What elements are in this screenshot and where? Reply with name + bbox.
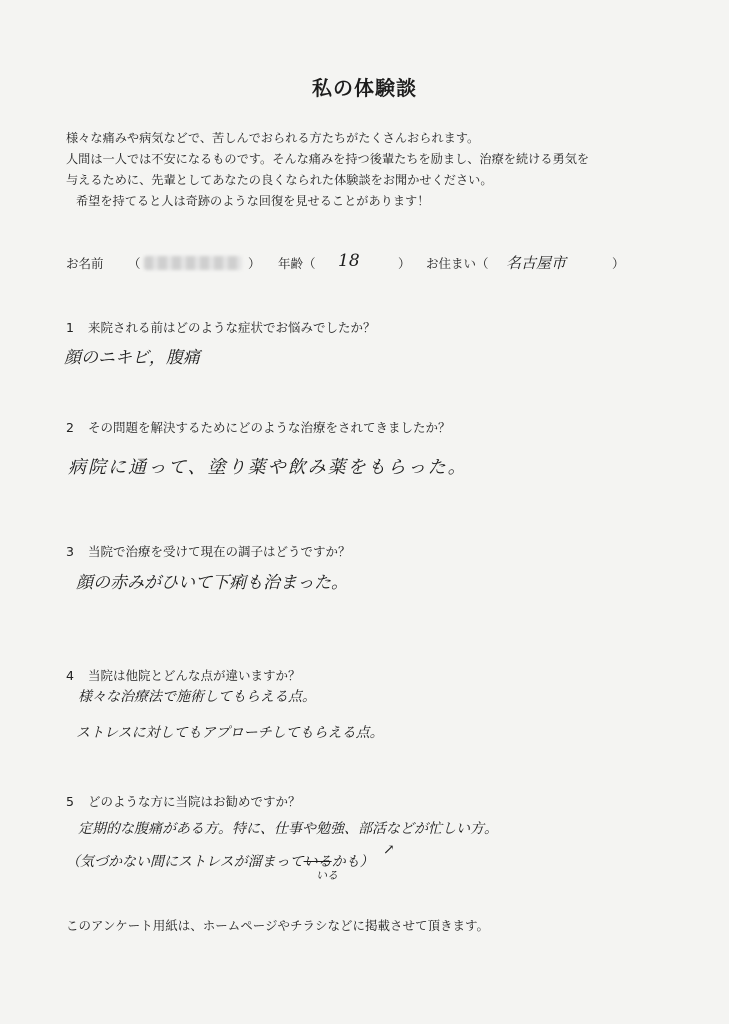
question-text: 来院される前はどのような症状でお悩みでしたか？	[88, 320, 376, 335]
intro-text	[66, 128, 589, 212]
respondent-info	[66, 251, 686, 274]
age-label: 年齢（	[278, 256, 316, 271]
question-text: その問題を解決するためにどのような治療をされてきましたか？	[88, 420, 451, 435]
answer-1: 顔のニキビ，腹痛	[64, 348, 200, 368]
question-number: 1	[66, 320, 74, 335]
question-3	[66, 542, 351, 560]
age-value: 18	[338, 251, 360, 271]
question-number: 3	[66, 544, 74, 559]
struck-word: いる	[303, 854, 332, 870]
question-text: 当院は他院とどんな点が違いますか？	[88, 668, 301, 683]
name-paren-open: （	[128, 256, 141, 271]
question-2	[66, 418, 451, 436]
name-redacted	[144, 256, 242, 270]
question-5	[66, 792, 301, 810]
question-1	[66, 318, 376, 336]
address-label: お住まい（	[426, 256, 489, 271]
answer-4-line-1: 様々な治療法で施術してもらえる点。	[78, 689, 316, 705]
insert-arrow-icon: ↗	[383, 842, 395, 858]
answer-5-end: かも）	[331, 854, 374, 870]
footer-note: このアンケート用紙は、ホームページやチラシなどに掲載させて頂きます。	[66, 918, 490, 933]
question-text: 当院で治療を受けて現在の調子はどうですか？	[88, 544, 351, 559]
intro-line: 希望を持てると人は奇跡のような回復を見せることがあります！	[76, 194, 430, 208]
intro-line: 与えるために、先輩としてあなたの良くなられた体験談をお聞かせください。	[66, 173, 493, 187]
question-number: 4	[66, 668, 74, 683]
intro-line: 人間は一人では不安になるものです。そんな痛みを持つ後輩たちを励まし、治療を続ける勇気を	[66, 152, 590, 166]
question-text: どのような方に当院はお勧めですか？	[88, 794, 301, 809]
name-label: お名前	[66, 256, 104, 271]
question-number: 2	[66, 420, 74, 435]
page-title: 私の体験談	[312, 76, 417, 100]
intro-line: 様々な痛みや病気などで、苦しんでおられる方たちがたくさんおられます。	[66, 131, 480, 145]
answer-5-line-1: 定期的な腹痛がある方。特に、仕事や勉強、部活などが忙しい方。	[78, 821, 498, 837]
address-value: 名古屋市	[506, 254, 567, 272]
inserted-word: いる	[316, 869, 338, 882]
answer-2: 病院に通って、塗り薬や飲み薬をもらった。	[68, 457, 468, 478]
answer-3: 顔の赤みがひいて下痢も治まった。	[76, 573, 348, 593]
question-4	[66, 666, 301, 684]
answer-5-text: （気づかない間にストレスが溜まって	[66, 854, 304, 870]
name-paren-close: ）	[248, 256, 261, 271]
address-paren-close: ）	[612, 256, 625, 271]
age-paren-close: ）	[398, 256, 411, 271]
question-number: 5	[66, 794, 74, 809]
answer-4-line-2: ストレスに対してもアプローチしてもらえる点。	[76, 725, 384, 741]
